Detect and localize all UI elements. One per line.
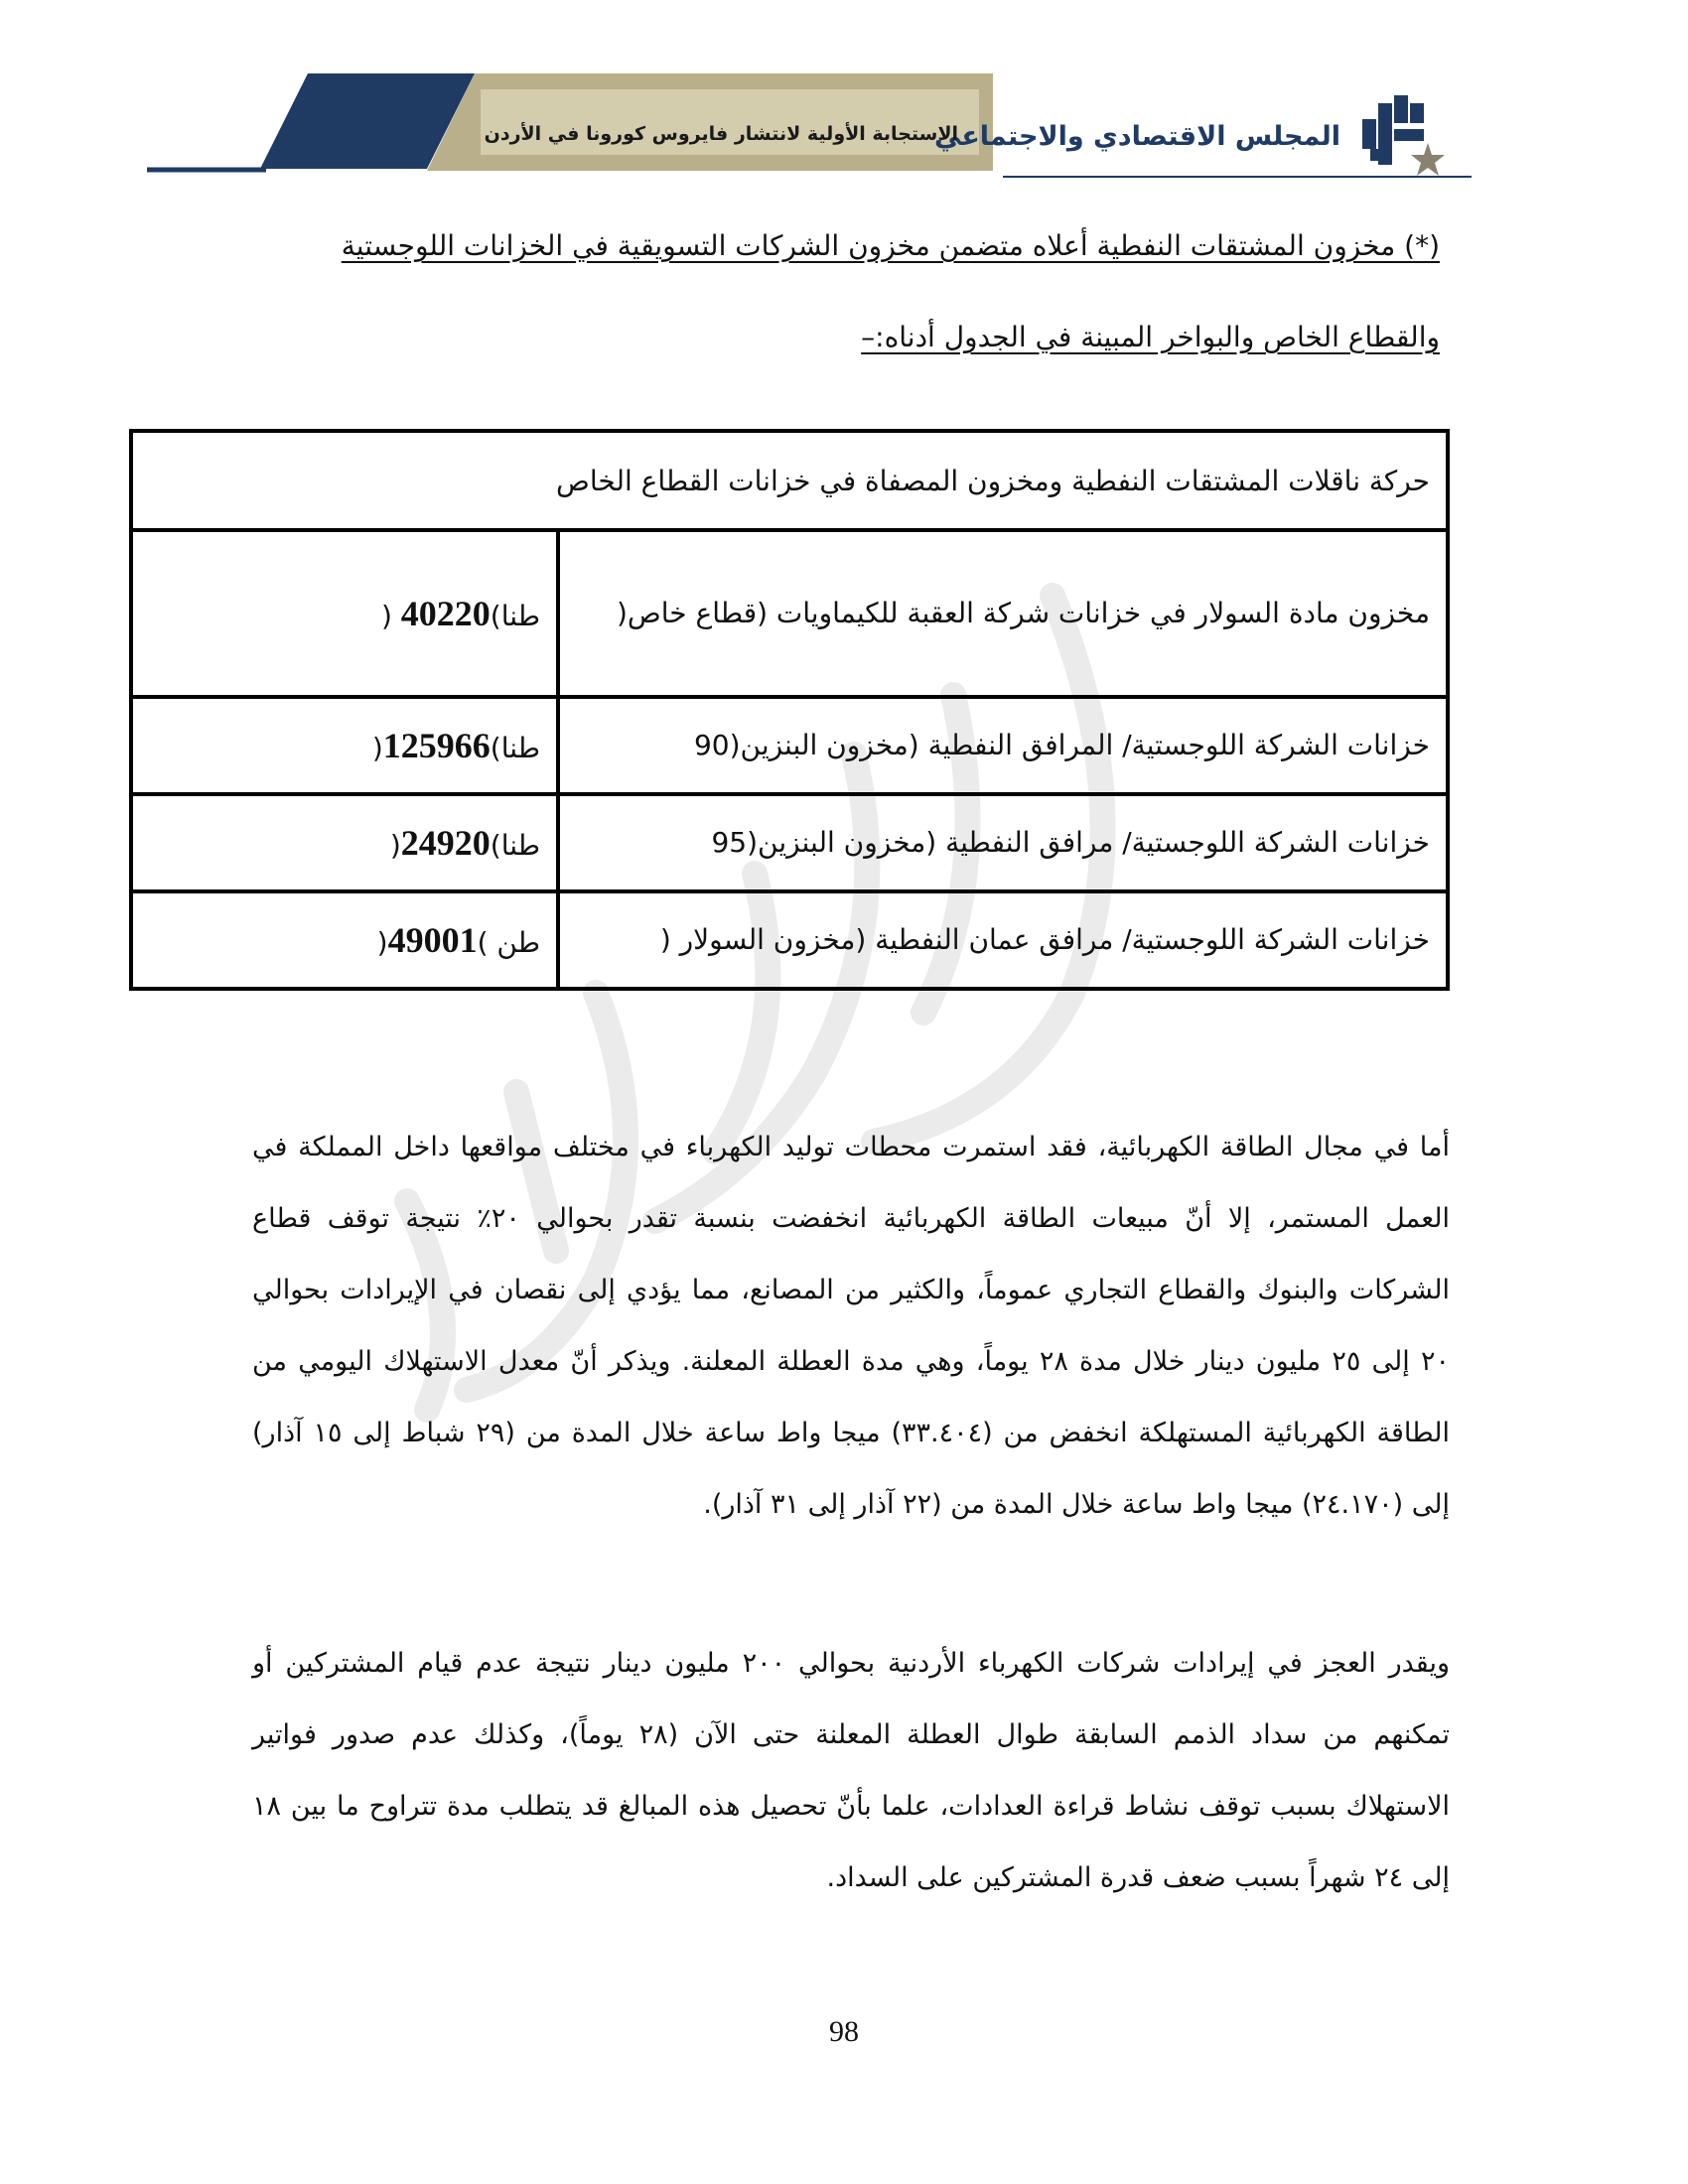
unit-label: طنا) [490,600,540,632]
row-label: خزانات الشركة اللوجستية/ مرافق النفطية (مخزون البنزين(95 [558,794,1448,891]
row-label: خزانات الشركة اللوجستية/ المرافق النفطية (مخزون البنزين(90 [558,697,1448,794]
table-row [131,697,1448,794]
table-row [131,891,1448,989]
row-value: 40220 [400,594,491,633]
star-icon [1411,143,1445,176]
row-value: 125966 [382,726,491,765]
table-row [131,794,1448,891]
row-value-cell [131,891,558,989]
unit-bracket: ( [380,600,401,632]
row-label: خزانات الشركة اللوجستية/ مرافق عمان النفطية (مخزون السولار ( [558,891,1448,989]
council-logo-icon [1362,95,1424,165]
row-value: 24920 [400,823,491,863]
private-sector-stock-table [129,429,1450,991]
banner-inner-panel [481,89,979,155]
unit-bracket: ( [389,829,401,862]
unit-bracket: ( [376,926,388,959]
note-line-1: (*) مخزون المشتقات النفطية أعلاه متضمن مخزون الشركات التسويقية في الخزانات اللوجستية [341,229,1440,262]
unit-bracket: ( [371,732,383,764]
revenue-deficit-paragraph: ويقدر العجز في إيرادات شركات الكهرباء الأردنية بحوالي ٢٠٠ مليون دينار نتيجة عدم قيام المشتركين أو تمكنهم من سداد الذمم السابقة طوال العطلة المعلنة حتى الآن (٢٨ يوماً)، وكذلك عدم صدور فواتير الاستهلاك بسبب توقف نشاط قراءة العدادات، علما بأنّ تحصيل هذه المبالغ قد يتطلب مدة تتراوح ما بين ١٨ إلى ٢٤ شهراً بسبب ضعف قدرة المشتركين على السداد. [252,1648,1451,1893]
row-label: مخزون مادة السولار في خزانات شركة العقبة للكيماويات (قطاع خاص( [558,530,1448,697]
org-name: المجلس الاقتصادي والاجتماعي [934,121,1340,152]
row-value-cell [131,794,558,891]
table-row [131,530,1448,697]
row-value-cell [131,530,558,697]
row-value: 49001 [387,920,478,960]
table-title-row [131,431,1448,530]
electricity-paragraph: أما في مجال الطاقة الكهربائية، فقد استمرت محطات توليد الكهرباء في مختلف مواقعها داخل المملكة في العمل المستمر، إلا أنّ مبيعات الطاقة الكهربائية انخفضت بنسبة تقدر بحوالي ٢٠٪ نتيجة توقف قطاع الشركات والبنوك والقطاع التجاري عموماً، والكثير من المصانع، مما يؤدي إلى نقصان في الإيرادات بحوالي ٢٠ إلى ٢٥ مليون دينار خلال مدة ٢٨ يوماً، وهي مدة العطلة المعلنة. ويذكر أنّ معدل الاستهلاك اليومي من الطاقة الكهربائية المستهلكة انخفض من (٣٣.٤٠٤) ميجا واط ساعة خلال المدة من (٢٩ شباط إلى ١٥ آذار) إلى (٢٤.١٧٠) ميجا واط ساعة خلال المدة من (٢٢ آذار إلى ٣١ آذار). [252,1132,1450,1520]
table-title: حركة ناقلات المشتقات النفطية ومخزون المصفاة في خزانات القطاع الخاص [131,431,1448,530]
page-number: 98 [829,2015,859,2048]
note-line-2: والقطاع الخاص والبواخر المبينة في الجدول أدناه:– [861,321,1440,353]
unit-label: طنا) [490,732,540,764]
report-title: الاستجابة الأولية لانتشار فايروس كورونا في الأردن [484,123,958,145]
unit-label: طنا) [490,829,540,862]
row-value-cell [131,697,558,794]
unit-label: طن ) [477,926,540,959]
header-banner-graphic [0,0,1688,199]
